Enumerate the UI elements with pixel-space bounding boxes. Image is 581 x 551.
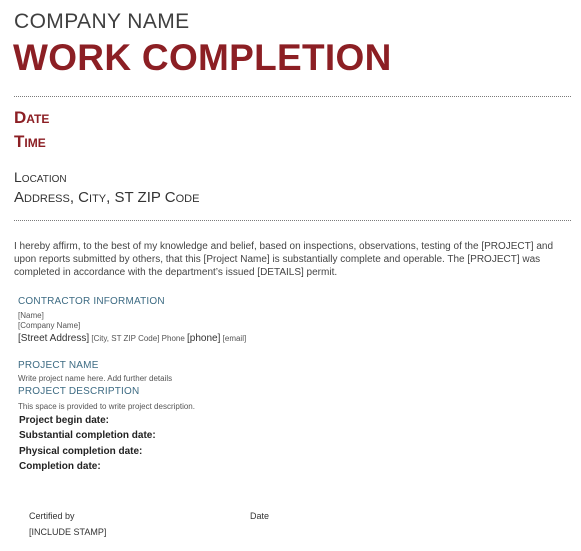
divider-bottom — [14, 220, 571, 221]
completion-date-label: Completion date: — [19, 461, 101, 472]
project-description-text: This space is provided to write project description. — [18, 402, 195, 411]
project-name-text: Write project name here. Add further details — [18, 374, 173, 383]
contractor-email: [email] — [222, 334, 247, 343]
company-name: COMPANY NAME — [14, 10, 190, 33]
project-description-heading: PROJECT DESCRIPTION — [18, 386, 140, 397]
time-label: Time — [14, 132, 46, 151]
date-label: Date — [14, 108, 50, 127]
substantial-completion-date-label: Substantial completion date: — [19, 430, 156, 441]
signature-date-label: Date — [250, 511, 270, 521]
certified-by-label: Certified by — [29, 511, 75, 521]
contractor-company: [Company Name] — [18, 321, 81, 330]
project-name-heading: PROJECT NAME — [18, 360, 99, 371]
contractor-phone-label: Phone — [161, 334, 185, 343]
divider-top — [14, 96, 571, 97]
document-title: WORK COMPLETION — [13, 37, 392, 78]
contractor-phone: [phone] — [187, 333, 221, 344]
project-begin-date-label: Project begin date: — [19, 415, 110, 426]
location-label: Location — [14, 169, 67, 185]
contractor-contact-line — [18, 333, 246, 344]
contractor-heading: CONTRACTOR INFORMATION — [18, 296, 165, 307]
affirmation-paragraph: I hereby affirm, to the best of my knowledge and belief, based on inspections, observations, testing of the [PROJECT] and upon reports submitted by others, that this [Project Name] is substantially complete and operable. The [PROJECT] was completed in accordance with the department’s issued [DETAILS] permit. — [14, 241, 554, 278]
include-stamp-placeholder: [INCLUDE STAMP] — [29, 527, 107, 537]
physical-completion-date-label: Physical completion date: — [19, 446, 143, 457]
contractor-street: [Street Address] — [18, 333, 90, 344]
contractor-city: [City, ST ZIP Code] — [91, 334, 160, 343]
location-address: Address, City, ST ZIP Code — [14, 189, 200, 206]
contractor-name: [Name] — [18, 311, 44, 320]
